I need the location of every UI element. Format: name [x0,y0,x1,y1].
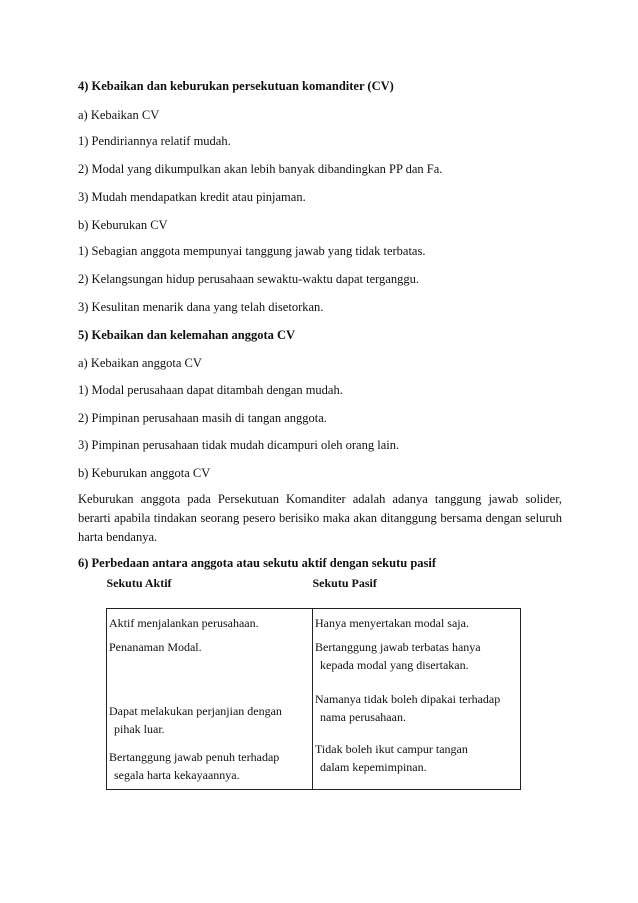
list-item: 3) Pimpinan perusahaan tidak mudah dicampuri oleh orang lain. [78,438,400,452]
subheading-keburukan-anggota: b) Keburukan anggota CV [78,466,211,480]
heading-4: 4) Kebaikan dan keburukan persekutuan komanditer (CV) [78,79,394,93]
cell-text: Tidak boleh ikut campur tangan [315,742,468,756]
cell [313,608,521,634]
list-item: 2) Kelangsungan hidup perusahaan sewaktu-waktu dapat terganggu. [78,272,419,286]
list-item: 1) Pendiriannya relatif mudah. [78,134,231,148]
table-header-row [107,574,521,608]
table-row [107,608,521,634]
subheading-kebaikan-anggota: a) Kebaikan anggota CV [78,356,202,370]
cell-text: segala harta kekayaannya. [114,768,240,782]
heading-6: 6) Perbedaan antara anggota atau sekutu aktif dengan sekutu pasif [78,556,437,570]
paragraph-keburukan: Keburukan anggota pada Persekutuan Komanditer adalah adanya tanggung jawab solider, berarti apabila tindakan seorang pesero berisiko maka akan ditanggung bersama dengan seluruh harta bendanya. [78,492,562,544]
cell [107,634,313,678]
list-item: 1) Sebagian anggota mempunyai tanggung jawab yang tidak terbatas. [78,244,426,258]
list-item: 3) Mudah mendapatkan kredit atau pinjaman. [78,190,306,204]
cell-text: Bertanggung jawab terbatas hanya [315,640,481,654]
cell-text: Bertanggung jawab penuh terhadap [109,750,280,764]
cell [313,678,521,738]
table-row [107,678,521,738]
cell [107,608,313,634]
cell-text: Aktif menjalankan perusahaan. [109,615,259,630]
list-item: 2) Modal yang dikumpulkan akan lebih banyak dibandingkan PP dan Fa. [78,162,443,176]
list-item: 3) Kesulitan menarik dana yang telah disetorkan. [78,300,324,314]
cell-text: Hanya menyertakan modal saja. [315,615,469,630]
cell-text: dalam kepemimpinan. [320,760,427,774]
cell-text: kepada modal yang disertakan. [320,658,469,672]
subheading-kebaikan-cv: a) Kebaikan CV [78,108,160,122]
list-item: 2) Pimpinan perusahaan masih di tangan anggota. [78,411,327,425]
cell [313,738,521,790]
cell [313,634,521,678]
heading-5: 5) Kebaikan dan kelemahan anggota CV [78,328,296,342]
subheading-keburukan-cv: b) Keburukan CV [78,218,168,232]
cell-text: pihak luar. [114,722,165,736]
comparison-table [106,574,521,790]
header-sekutu-pasif: Sekutu Pasif [312,576,377,590]
cell-text: nama perusahaan. [320,710,406,724]
cell [107,678,313,738]
table-row [107,738,521,790]
header-sekutu-aktif: Sekutu Aktif [106,576,172,590]
cell-text: Penanaman Modal. [109,640,202,654]
list-item: 1) Modal perusahaan dapat ditambah dengan mudah. [78,383,343,397]
cell-text: Namanya tidak boleh dipakai terhadap [315,692,501,706]
cell [107,738,313,790]
cell-text: Dapat melakukan perjanjian dengan [109,704,282,718]
table-row [107,634,521,678]
